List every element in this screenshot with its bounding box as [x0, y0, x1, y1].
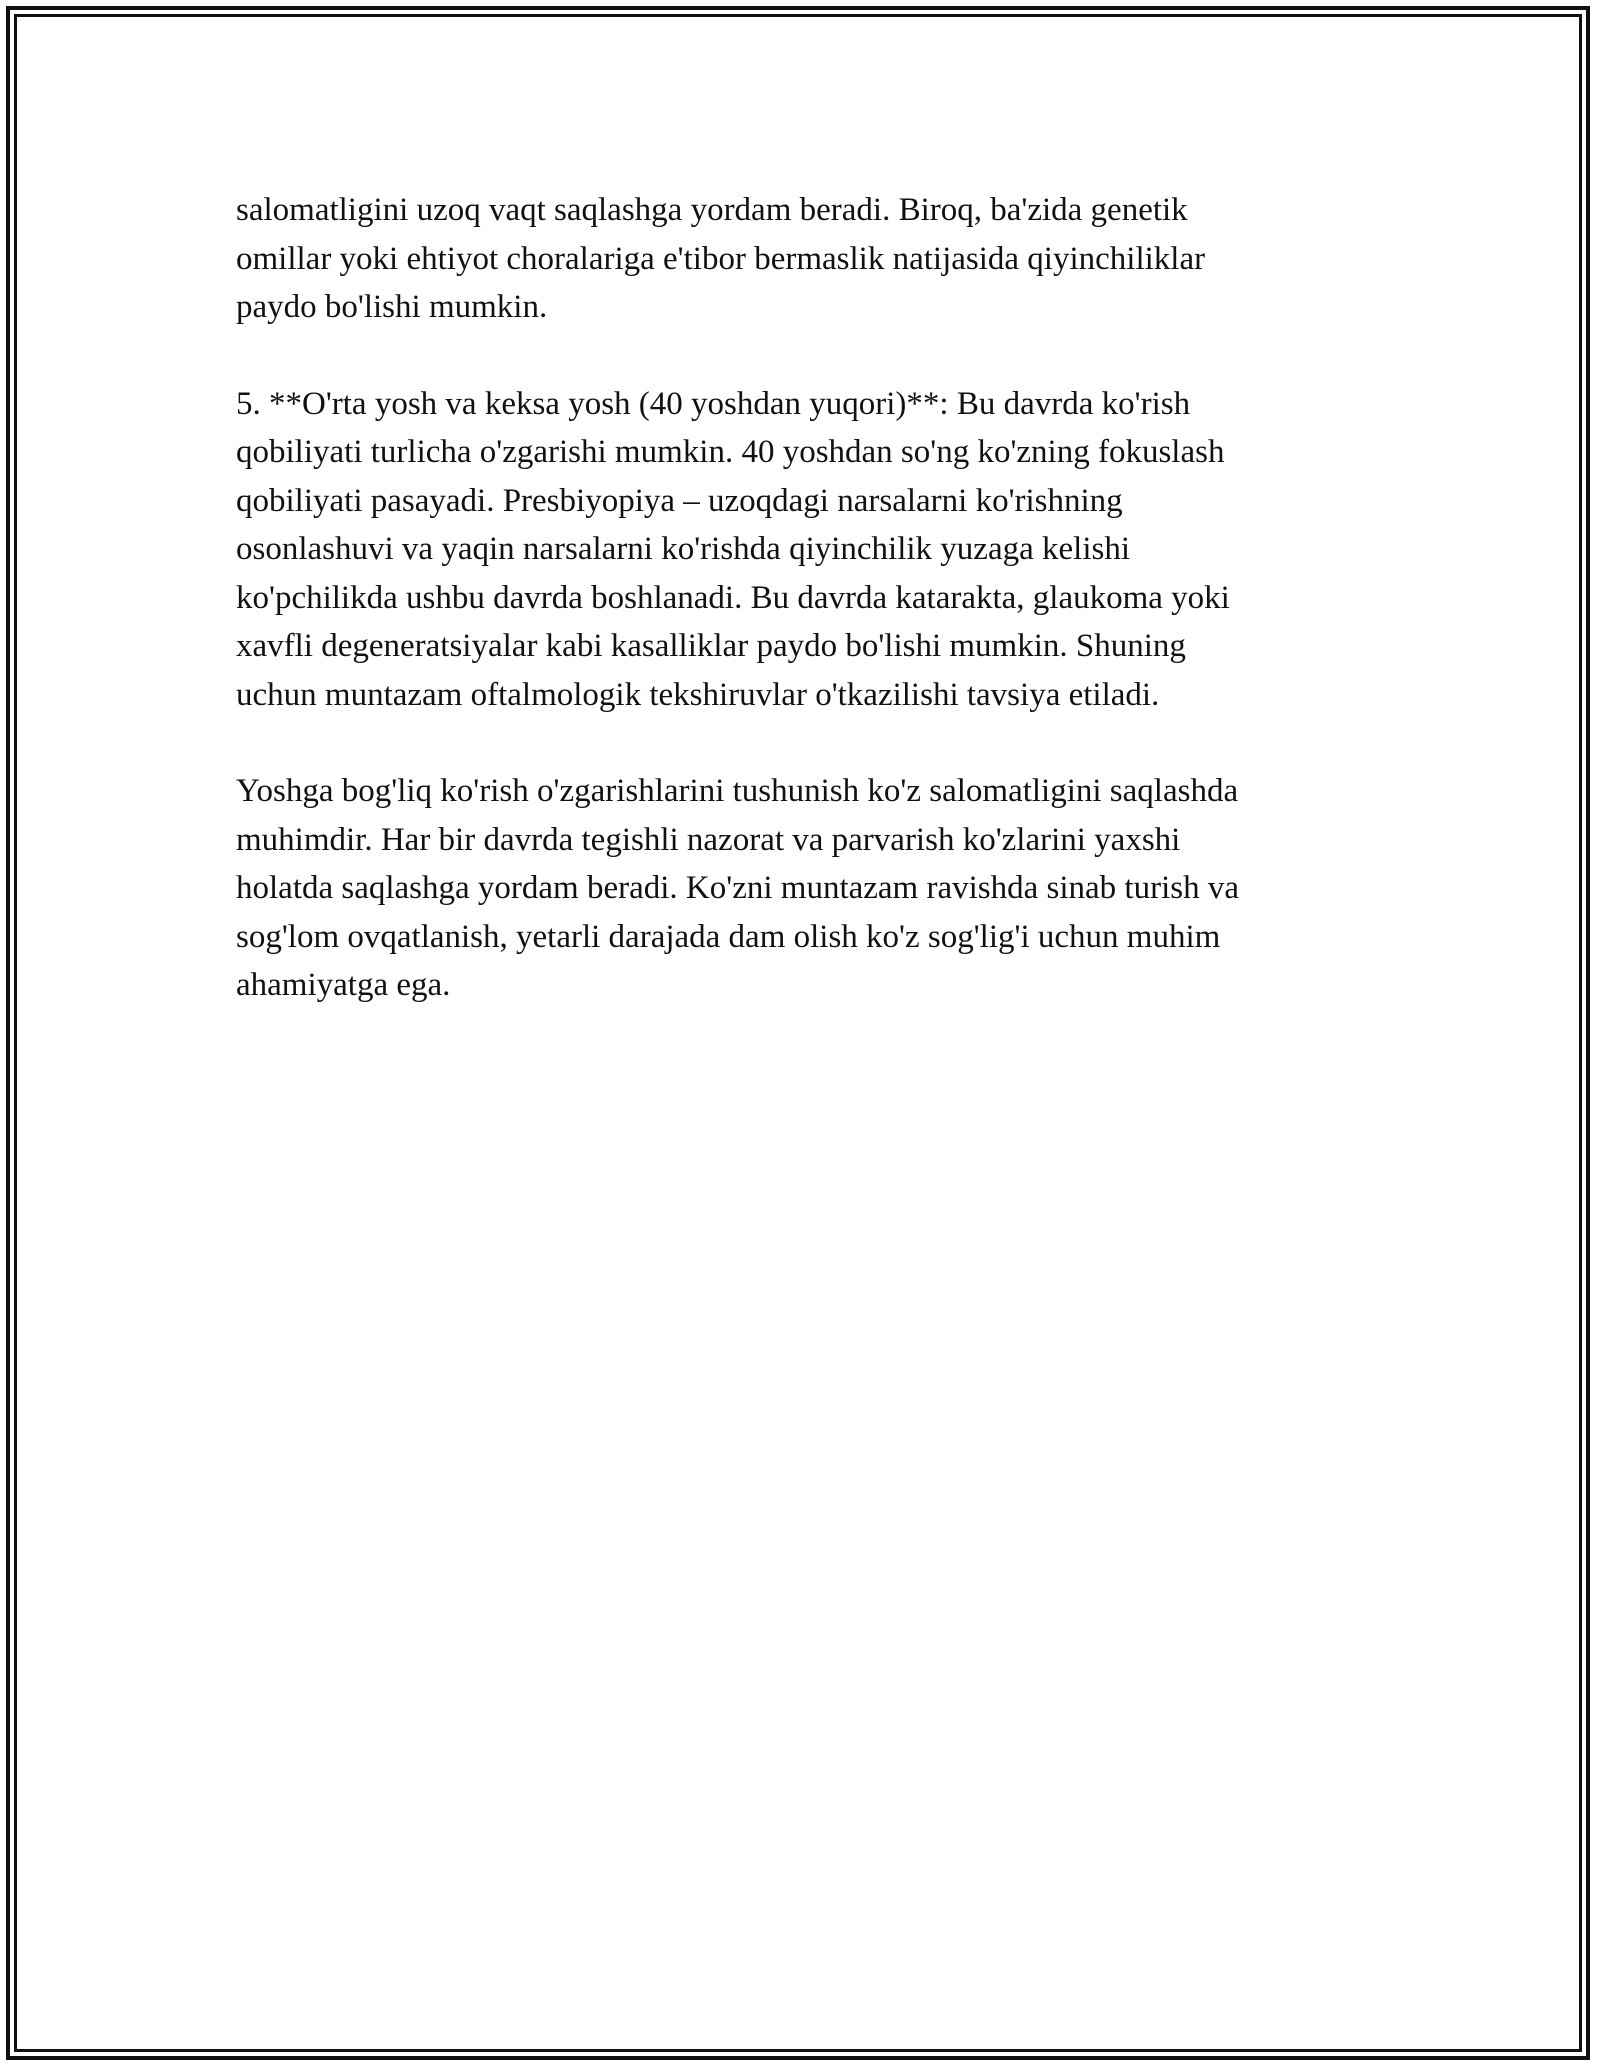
paragraph-conclusion: Yoshga bog'liq ko'rish o'zgarishlarini tushunish ko'z salomatligini saqlashda muhimdir. Har bir davrda tegishli nazorat va parvarish ko'zlarini yaxshi holatda saqlashga yordam beradi. Ko'zni muntazam ravishda sinab turish va sog'lom ovqatlanish, yetarli darajada dam olish ko'z sog'lig'i uchun muhim ahamiyatga ega.	[236, 773, 1239, 1003]
document-body	[236, 186, 1386, 1058]
paragraph-middle-age-section: 5. **O'rta yosh va keksa yosh (40 yoshdan yuqori)**: Bu davrda ko'rish qobiliyati turlicha o'zgarishi mumkin. 40 yoshdan so'ng ko'zning fokuslash qobiliyati pasayadi. Presbiyopiya – uzoqdagi narsalarni ko'rishning osonlashuvi va yaqin narsalarni ko'rishda qiyinchilik yuzaga kelishi ko'pchilikda ushbu davrda boshlanadi. Bu davrda katarakta, glaukoma yoki xavfli degeneratsiyalar kabi kasalliklar paydo bo'lishi mumkin. Shuning uchun muntazam oftalmologik tekshiruvlar o'tkazilishi tavsiya etiladi.	[236, 385, 1230, 713]
paragraph-intro-continuation: salomatligini uzoq vaqt saqlashga yordam beradi. Biroq, ba'zida genetik omillar yoki ehtiyot choralariga e'tibor bermaslik natijasida qiyinchiliklar paydo bo'lishi mumkin.	[236, 192, 1206, 325]
